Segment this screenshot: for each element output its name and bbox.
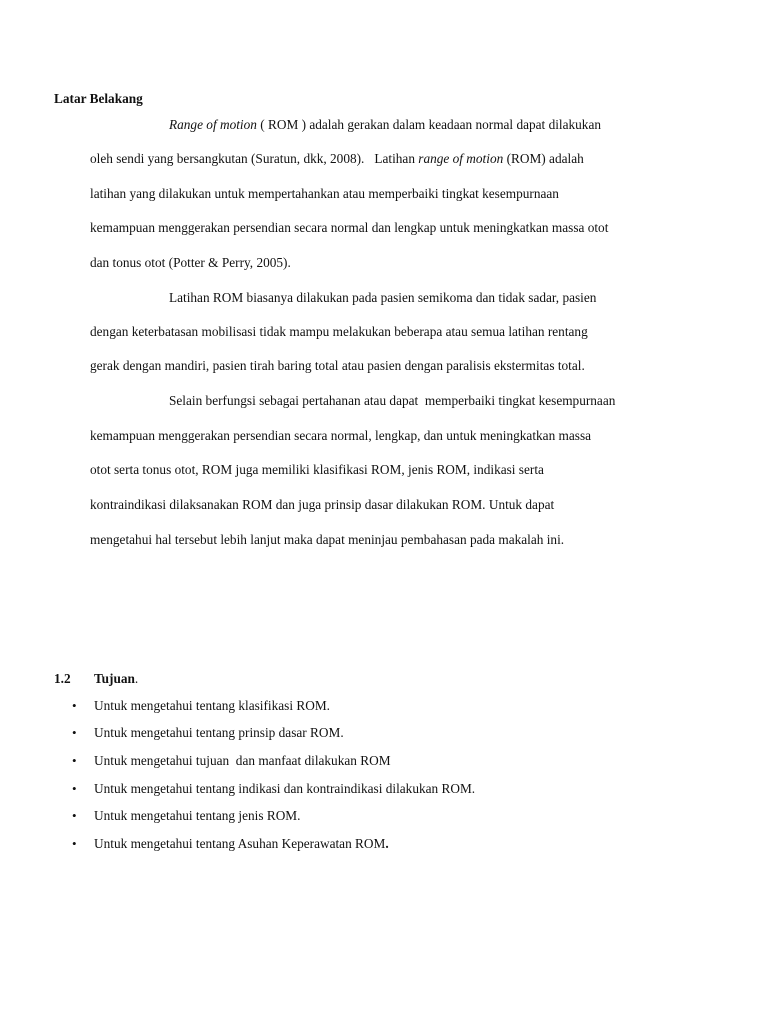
list-item: Untuk mengetahui tentang jenis ROM. xyxy=(94,808,301,823)
bullet-icon: • xyxy=(72,725,77,740)
term-range-of-motion-2: range of motion xyxy=(418,151,504,166)
paragraph1-line1 xyxy=(169,116,601,134)
list-item: Untuk mengetahui tentang prinsip dasar ROM. xyxy=(94,725,344,740)
paragraph1-line4: kemampuan menggerakan persendian secara normal dan lengkap untuk meningkatkan massa otot xyxy=(90,220,609,235)
section-number: 1.2 xyxy=(54,671,71,686)
paragraph2-line3: gerak dengan mandiri, pasien tirah baring total atau pasien dengan paralisis ekstermitas total. xyxy=(90,358,585,373)
paragraph1-line2-before: oleh sendi yang bersangkutan (Suratun, dkk, 2008). Latihan xyxy=(90,151,419,166)
list-item: Untuk mengetahui tujuan dan manfaat dilakukan ROM xyxy=(94,753,391,768)
paragraph3-line2: kemampuan menggerakan persendian secara normal, lengkap, dan untuk meningkatkan massa xyxy=(90,428,592,443)
tujuan-title: Tujuan xyxy=(94,671,135,686)
list-item: Untuk mengetahui tentang klasifikasi ROM. xyxy=(94,698,330,713)
list-item-last xyxy=(94,835,389,853)
paragraph2-line1: Latihan ROM biasanya dilakukan pada pasien semikoma dan tidak sadar, pasien xyxy=(169,290,597,305)
paragraph3-line1: Selain berfungsi sebagai pertahanan atau dapat memperbaiki tingkat kesempurnaan xyxy=(169,393,616,408)
paragraph3-line4: kontraindikasi dilaksanakan ROM dan juga prinsip dasar dilakukan ROM. Untuk dapat xyxy=(90,497,555,512)
paragraph1-line2 xyxy=(90,150,584,168)
paragraph1-line3: latihan yang dilakukan untuk mempertahankan atau memperbaiki tingkat kesempurnaan xyxy=(90,186,559,201)
bullet-icon: • xyxy=(72,781,77,796)
bullet-icon: • xyxy=(72,808,77,823)
tujuan-title-suffix: . xyxy=(134,671,139,686)
paragraph1-line1-text: ( ROM ) adalah gerakan dalam keadaan normal dapat dilakukan xyxy=(256,117,602,132)
section-heading-tujuan xyxy=(94,670,138,688)
paragraph1-line5: dan tonus otot (Potter & Perry, 2005). xyxy=(90,255,291,270)
paragraph3-line3: otot serta tonus otot, ROM juga memiliki klasifikasi ROM, jenis ROM, indikasi serta xyxy=(90,462,544,477)
list-item: Untuk mengetahui tentang indikasi dan kontraindikasi dilakukan ROM. xyxy=(94,781,476,796)
list-item-last-suffix: . xyxy=(385,836,389,851)
paragraph1-line2-after: (ROM) adalah xyxy=(503,151,584,166)
paragraph2-line2: dengan keterbatasan mobilisasi tidak mampu melakukan beberapa atau semua latihan rentang xyxy=(90,324,588,339)
bullet-icon: • xyxy=(72,698,77,713)
section-heading-latar-belakang: Latar Belakang xyxy=(54,91,143,106)
paragraph3-line5: mengetahui hal tersebut lebih lanjut maka dapat meninjau pembahasan pada makalah ini. xyxy=(90,532,565,547)
bullet-icon: • xyxy=(72,753,77,768)
list-item-last-text: Untuk mengetahui tentang Asuhan Keperawatan ROM xyxy=(94,836,386,851)
term-range-of-motion: Range of motion xyxy=(169,117,257,132)
bullet-icon: • xyxy=(72,836,77,851)
